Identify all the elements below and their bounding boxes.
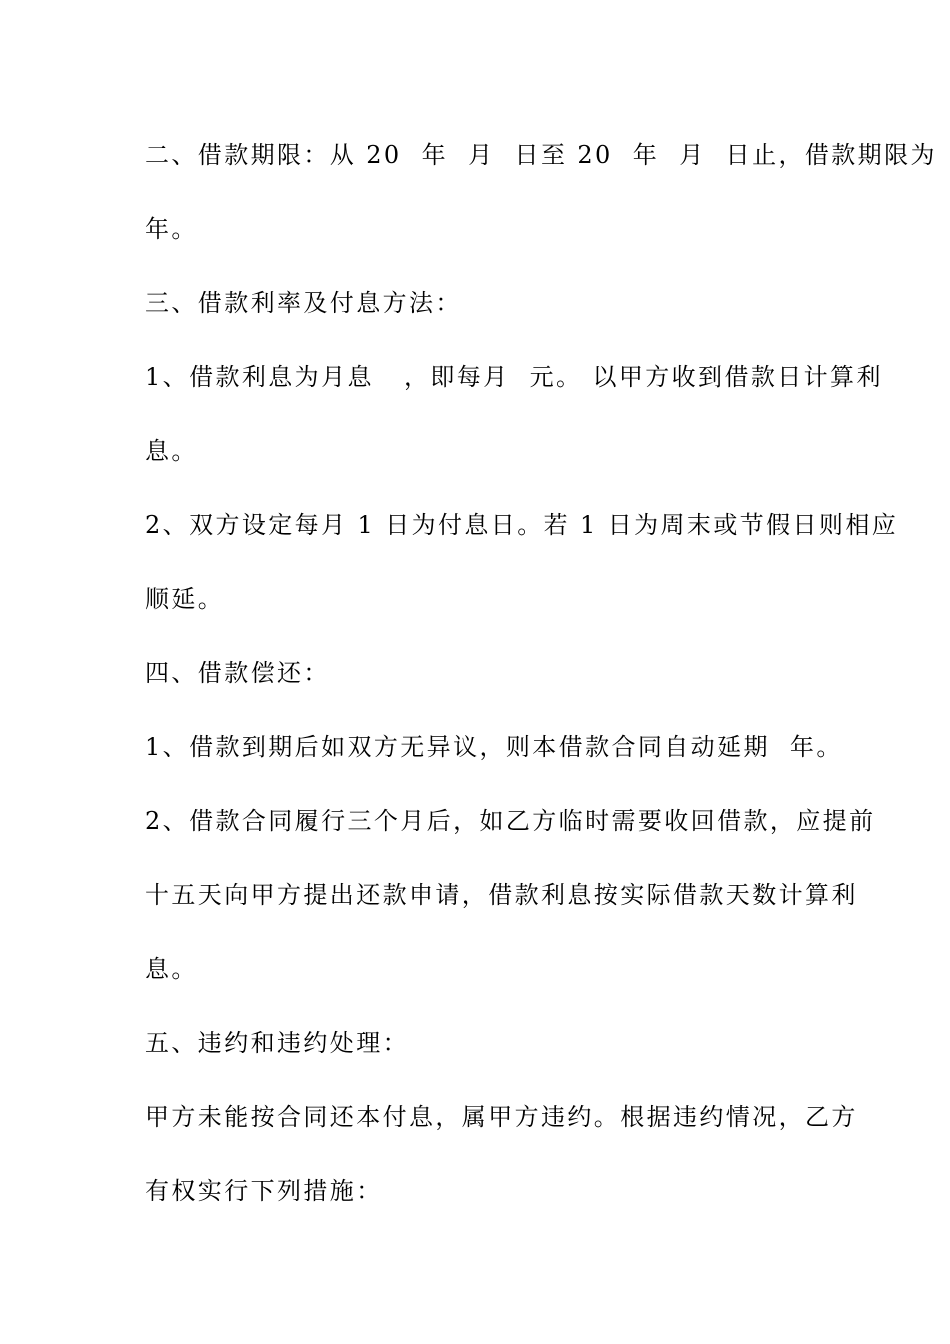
document-body: [145, 118, 937, 1228]
clause-5-paragraph: 甲方未能按合同还本付息，属甲方违约。根据违约情况，乙方: [145, 1103, 858, 1131]
clause-5-paragraph-cont: 有权实行下列措施：: [145, 1177, 383, 1205]
clause-4-item-2-cont-2: 息。: [145, 955, 198, 983]
clause-2-term-cont: 年。: [145, 215, 198, 243]
clause-4-heading: 四、借款偿还：: [145, 659, 330, 687]
clause-4-item-2-cont: 十五天向甲方提出还款申请，借款利息按实际借款天数计算利: [145, 881, 858, 909]
clause-2-term: 二、借款期限：从 20 年 月 日至 20 年 月 日止，借款期限为: [145, 141, 937, 169]
clause-3-heading: 三、借款利率及付息方法：: [145, 289, 462, 317]
clause-5-heading: 五、违约和违约处理：: [145, 1029, 409, 1057]
clause-3-item-1-cont: 息。: [145, 437, 198, 465]
clause-4-item-2: 2、借款合同履行三个月后，如乙方临时需要收回借款，应提前: [145, 807, 876, 835]
clause-4-item-1: 1、借款到期后如双方无异议，则本借款合同自动延期 年。: [145, 733, 843, 761]
clause-3-item-2-cont: 顺延。: [145, 585, 225, 613]
clause-3-item-1: 1、借款利息为月息 ，即每月 元。 以甲方收到借款日计算利: [145, 363, 883, 391]
clause-3-item-2: 2、双方设定每月 1 日为付息日。若 1 日为周末或节假日则相应: [145, 511, 899, 539]
